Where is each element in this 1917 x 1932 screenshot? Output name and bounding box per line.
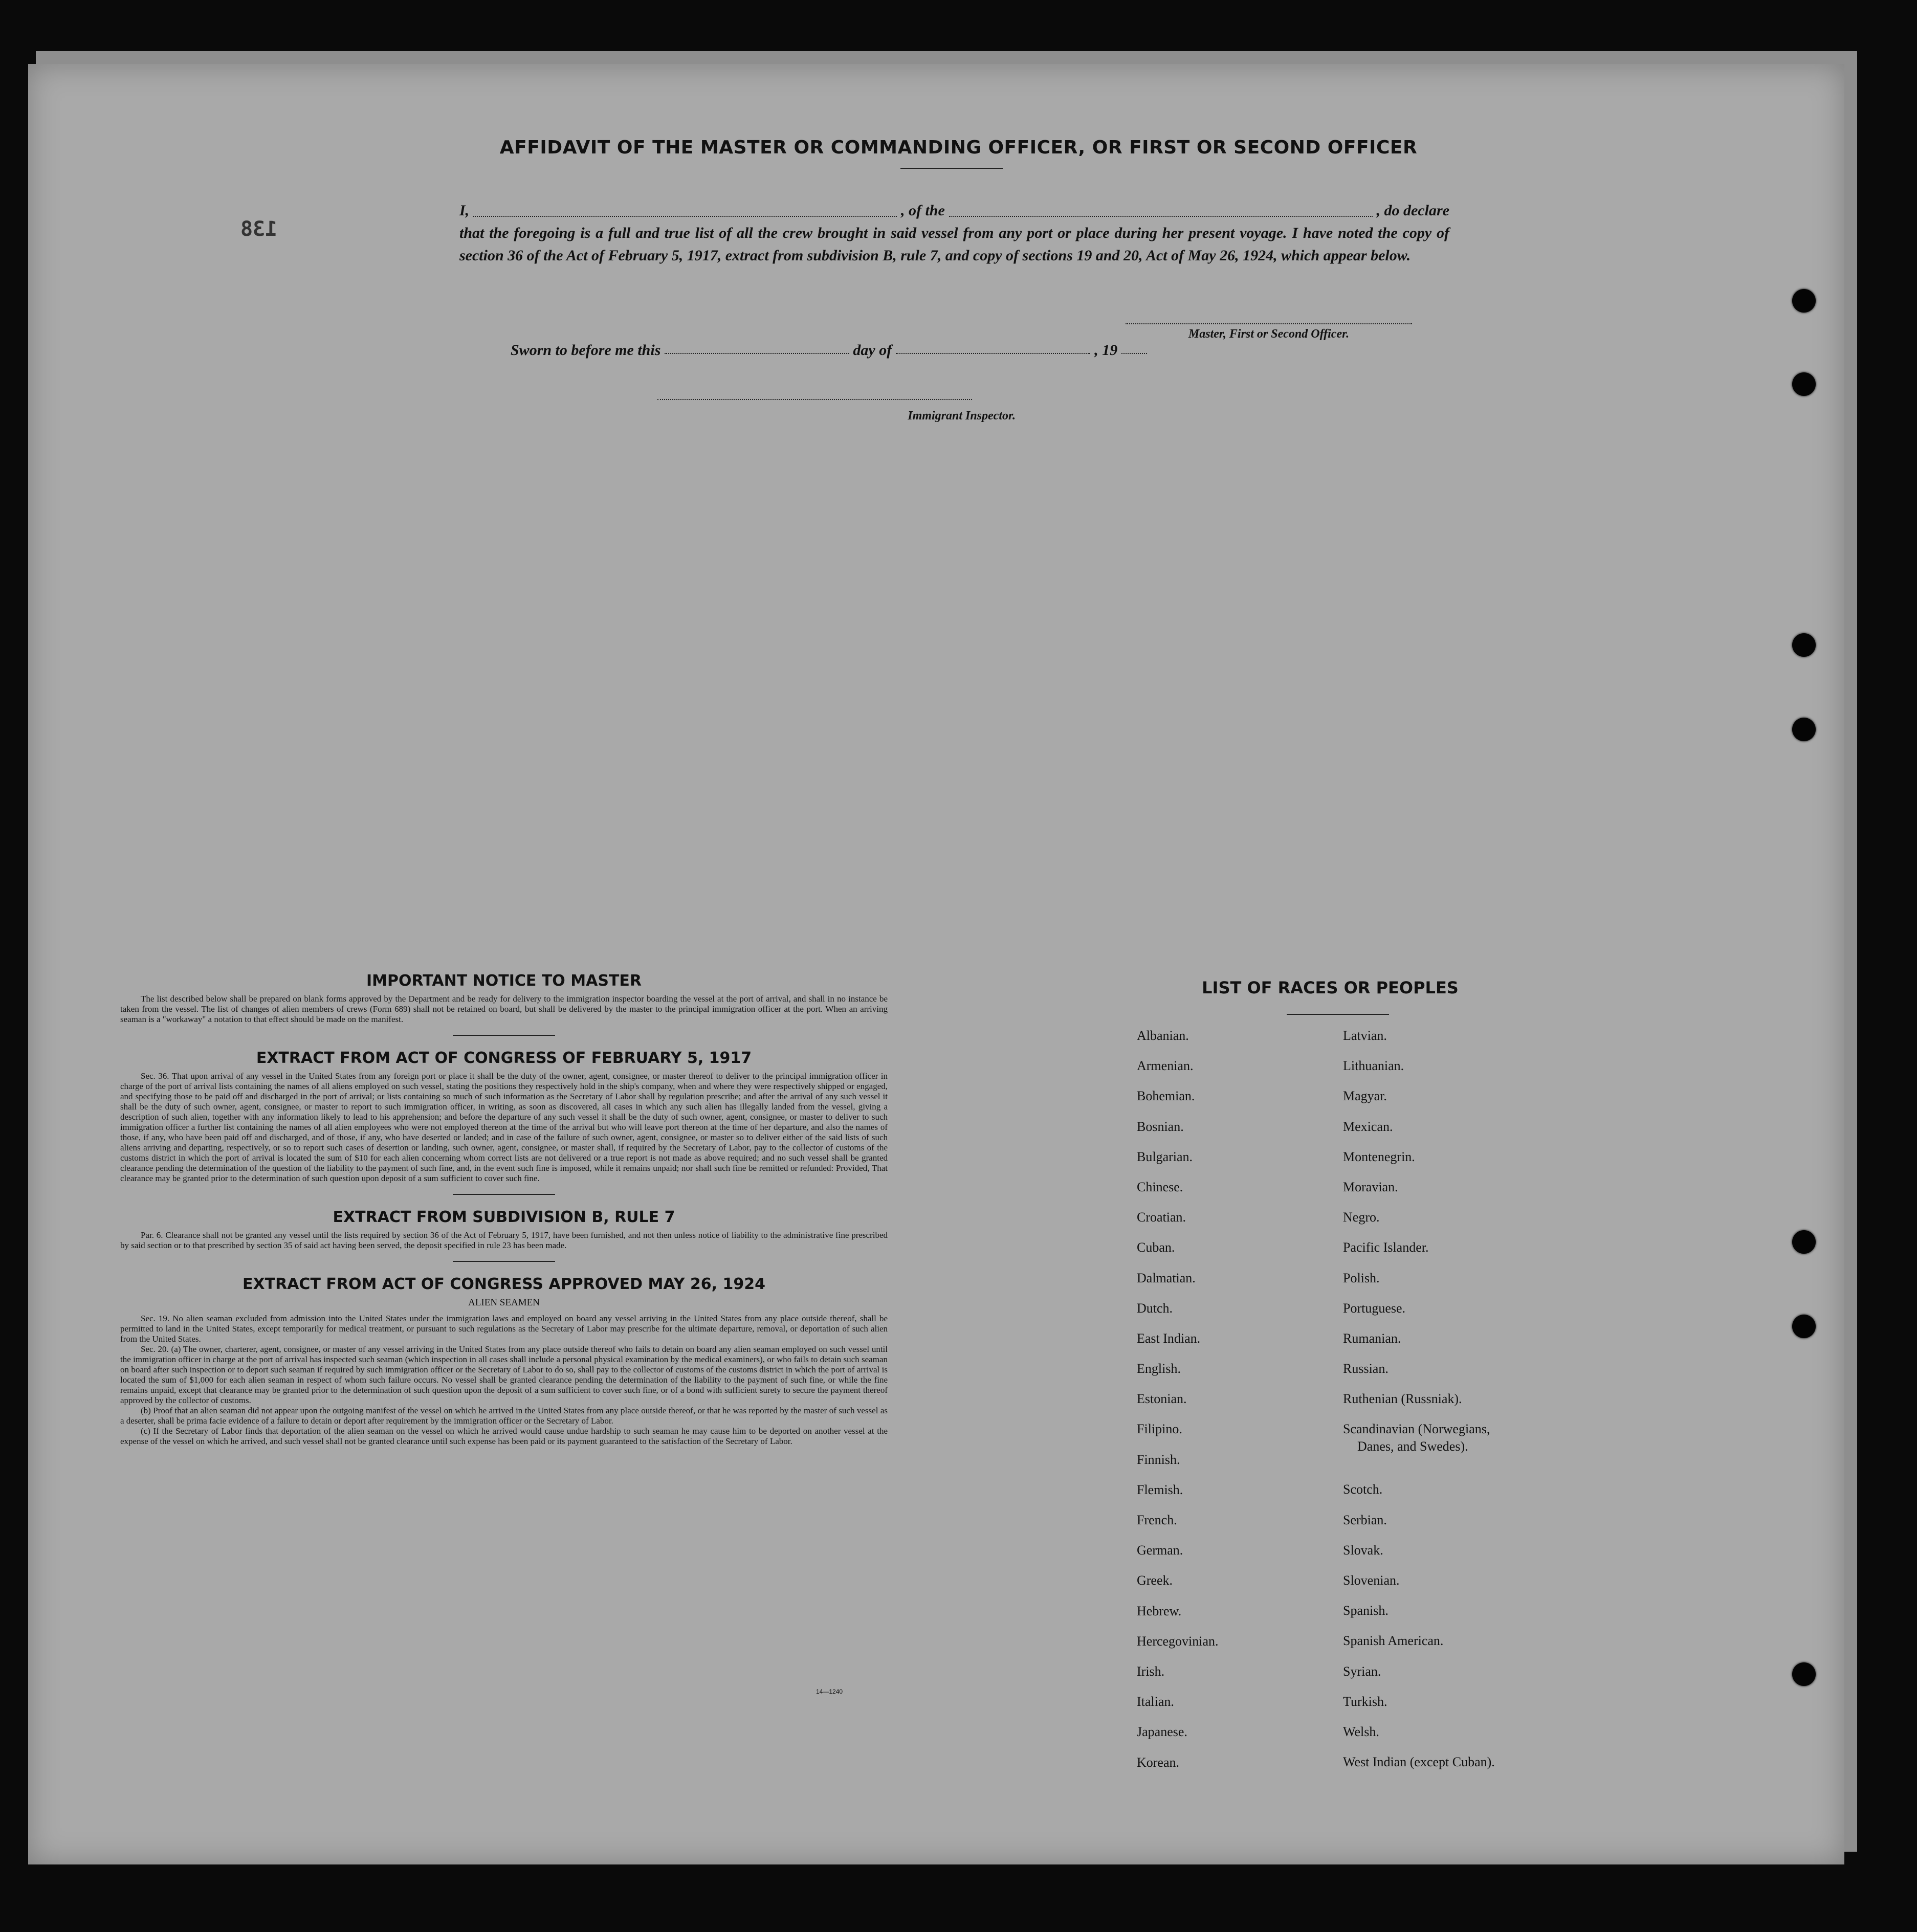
- race-item: Scandinavian (Norwegians,: [1343, 1422, 1490, 1437]
- race-item: East Indian.: [1137, 1330, 1201, 1346]
- race-item: Filipino.: [1137, 1422, 1182, 1437]
- sworn-year-blank[interactable]: [1121, 353, 1147, 354]
- sworn-prefix: Sworn to before me this: [511, 342, 661, 359]
- race-item: Spanish.: [1343, 1603, 1389, 1618]
- race-item: Rumanian.: [1343, 1330, 1401, 1346]
- act-1924-title: EXTRACT FROM ACT OF CONGRESS APPROVED MAY 26, 1924: [243, 1275, 765, 1293]
- race-item: Ruthenian (Russniak).: [1343, 1391, 1462, 1407]
- affidavit-body: [459, 199, 1449, 267]
- punch-hole: [1792, 289, 1816, 313]
- sec-20a: Sec. 20. (a) The owner, charterer, agent, consignee, or master of any vessel arriving in the United States from any place outside thereof who fails to detain on board any alien seaman employed on such vessel until the immigration officer in charge at the port of arrival has inspected such seaman (which inspection in all cases shall include a personal physical examination by the medical examiners), or who fails to detain such seaman on board after such inspection or to deport such seaman if required by such immigration officer or the Secretary of Labor to do so, shall pay to the collector of customs of the customs district in which the port of arrival is located the sum of $1,000 for each alien seaman in respect of whom such failure occurs. No vessel shall be granted clearance pending the determination of the liability to the payment of such fine, or while the fine remains unpaid, except that clearance may be granted prior to the determination of such question upon the deposit of a sum sufficient to cover such fine, or of a bond with sufficient surety to secure the payment thereof approved by the collector of customs.: [120, 1344, 888, 1405]
- race-item: German.: [1137, 1543, 1183, 1558]
- race-item: Slovak.: [1343, 1542, 1383, 1558]
- race-item: Latvian.: [1343, 1028, 1387, 1043]
- race-item: Mexican.: [1343, 1119, 1393, 1134]
- affidavit-title: AFFIDAVIT OF THE MASTER OR COMMANDING OFFICER, OR FIRST OR SECOND OFFICER: [499, 137, 1418, 158]
- race-item: Montenegrin.: [1343, 1149, 1415, 1164]
- race-item: Armenian.: [1137, 1058, 1194, 1074]
- rule-7-title: EXTRACT FROM SUBDIVISION B, RULE 7: [333, 1208, 675, 1226]
- sec-20c: (c) If the Secretary of Labor finds that deportation of the alien seaman on the vessel on which he arrived would cause undue hardship to such seaman he may cause him to be deported on another vessel at the expense of the vessel on which he arrived, and such vessel shall not be granted clearance until such expense has been paid or its payment guaranteed to the satisfaction of the Secretary of Labor.: [120, 1426, 888, 1446]
- act-1917-title: EXTRACT FROM ACT OF CONGRESS OF FEBRUARY 5, 1917: [256, 1049, 752, 1067]
- race-item: English.: [1137, 1361, 1181, 1376]
- race-item: Estonian.: [1137, 1391, 1187, 1407]
- race-item: Dutch.: [1137, 1300, 1173, 1316]
- race-item: Welsh.: [1343, 1724, 1379, 1739]
- sec-20b: (b) Proof that an alien seaman did not appear upon the outgoing manifest of the vessel on which he arrived in the United States from any place outside thereof, or that he was reported by the master of such vessel as a deserter, shall be prima facie evidence of a failure to detain or deport after requirement by the immigration officer or the Secretary of Labor.: [120, 1406, 888, 1426]
- race-item: Albanian.: [1137, 1028, 1189, 1043]
- divider: [453, 1035, 555, 1036]
- signature-line[interactable]: [1126, 323, 1412, 324]
- act-1924-subtitle: ALIEN SEAMEN: [468, 1297, 540, 1308]
- legal-notices: [120, 972, 888, 1447]
- inspector-signature-line[interactable]: [657, 399, 972, 400]
- form-code: 14—1240: [816, 1688, 843, 1695]
- affidavit-do-declare: , do declare: [1376, 202, 1450, 219]
- race-item: Syrian.: [1343, 1663, 1381, 1679]
- race-item: Italian.: [1137, 1694, 1174, 1709]
- notice-title: IMPORTANT NOTICE TO MASTER: [366, 972, 642, 990]
- sworn-day-of: day of: [853, 342, 892, 359]
- race-item: Portuguese.: [1343, 1300, 1406, 1316]
- rule-7-text: Par. 6. Clearance shall not be granted any vessel until the lists required by section 36 of the Act of February 5, 1917, have been furnished, and not then unless notice of liability to the administrative fine prescribed by said section or to that prescribed by section 35 of said act having been served, the deposit specified in rule 23 has been made.: [120, 1230, 888, 1250]
- race-item: Finnish.: [1137, 1452, 1180, 1467]
- race-item: Chinese.: [1137, 1179, 1183, 1194]
- act-1924-text: [120, 1314, 888, 1447]
- sec-19: Sec. 19. No alien seaman excluded from admission into the United States under the immigration laws and employed on board any vessel arriving in the United States from any place outside thereof, shall be permitted to land in the United States, except temporarily for medical treatment, or pursuant to such regulations as the Secretary of Labor may prescribe for the ultimate departure, removal, or deportation of such alien from the United States.: [120, 1314, 888, 1344]
- race-item: Hebrew.: [1137, 1603, 1182, 1618]
- punch-hole: [1792, 718, 1816, 741]
- race-item: Spanish American.: [1343, 1633, 1444, 1649]
- stamp-number: 138: [240, 217, 278, 241]
- race-item: Korean.: [1137, 1755, 1180, 1770]
- notice-text: The list described below shall be prepared on blank forms approved by the Department and be ready for delivery to the immigration inspector boarding the vessel at the port of arrival, and shall in no instance be taken from the vessel. The list of changes of alien members of crews (Form 689) shall not be retained on board, but shall be delivered by the master to the principal immigration officer at the port. When an arriving seaman is a "workaway" a notation to that effect should be made on the manifest.: [120, 994, 888, 1024]
- race-item: Bulgarian.: [1137, 1149, 1193, 1164]
- races-left-column: [1137, 1028, 1219, 1785]
- race-item: Moravian.: [1343, 1179, 1398, 1194]
- divider: [453, 1194, 555, 1195]
- races-underline: [1287, 1014, 1389, 1015]
- race-item: Hercegovinian.: [1137, 1633, 1219, 1649]
- sworn-year: , 19: [1094, 342, 1118, 359]
- race-item: Bosnian.: [1137, 1119, 1184, 1134]
- sworn-month-blank[interactable]: [896, 353, 1090, 354]
- punch-hole: [1792, 1662, 1816, 1686]
- race-item: Flemish.: [1137, 1482, 1183, 1497]
- signature-label: Master, First or Second Officer.: [1188, 327, 1350, 341]
- sworn-line: [511, 342, 1227, 359]
- race-item: Scotch.: [1343, 1482, 1383, 1497]
- vessel-blank[interactable]: [949, 199, 1373, 217]
- race-item: Dalmatian.: [1137, 1270, 1196, 1285]
- races-title: LIST OF RACES OR PEOPLES: [1202, 978, 1459, 997]
- divider: [453, 1261, 555, 1262]
- sworn-date-blank[interactable]: [665, 353, 849, 354]
- race-item: Japanese.: [1137, 1724, 1187, 1740]
- race-item: Magyar.: [1343, 1089, 1387, 1104]
- race-item: West Indian (except Cuban).: [1343, 1755, 1495, 1770]
- affidavit-of-the: , of the: [900, 202, 945, 219]
- race-item: Croatian.: [1137, 1210, 1186, 1225]
- race-item: Russian.: [1343, 1361, 1389, 1376]
- race-item: Bohemian.: [1137, 1089, 1195, 1104]
- title-underline: [900, 168, 1003, 169]
- race-item: Negro.: [1343, 1210, 1380, 1225]
- race-item: Serbian.: [1343, 1512, 1387, 1527]
- race-item: Polish.: [1343, 1270, 1380, 1285]
- race-item: Greek.: [1137, 1573, 1173, 1588]
- affidavit-declare-line: [459, 199, 1449, 222]
- punch-hole: [1792, 1230, 1816, 1254]
- race-item: Cuban.: [1137, 1240, 1175, 1255]
- race-item: French.: [1137, 1513, 1177, 1527]
- race-item: Irish.: [1137, 1663, 1165, 1679]
- punch-hole: [1792, 633, 1816, 657]
- document-page: [28, 64, 1844, 1864]
- bleed-through: [28, 64, 1844, 1864]
- punch-hole: [1792, 1315, 1816, 1338]
- act-1917-text: Sec. 36. That upon arrival of any vessel in the United States from any foreign port or place it shall be the duty of the owner, agent, consignee, or master thereof to deliver to the principal immigration officer in charge of the port of arrival lists containing the names of all aliens employed on such vessel, stating the positions they respectively hold in the ship's company, when and where they were respectively shipped or engaged, and specifying those to be paid off and discharged in the port of arrival; or lists containing so much of such information as the Secretary of Labor shall by regulation prescribe; and after the arrival of any such vessel it shall be the duty of such owner, agent, consignee, or master to report to such immigration officer, in writing, as soon as discovered, all cases in which any such alien has illegally landed from the vessel, giving a description of such alien, together with any information likely to lead to his apprehension; and before the departure of any such vessel it shall be the duty of such owner, agent, consignee, or master to deliver to such immigration officer a further list containing the names of all alien employees who were not employed thereon at the time of the arrival but who will leave port thereon at the time of her departure, and also the names of those, if any, who have been paid off and discharged, and of those, if any, who have deserted or landed; and in case of the failure of such owner, agent, consignee, or master so to deliver either of the said lists of such aliens arriving and departing, respectively, or so to report such cases of desertion or landing, such owner, agent, consignee, or master shall, if required by the Secretary of Labor, pay to the collector of customs of the customs district in which the port of arrival is located the sum of $10 for each alien concerning whom correct lists are not delivered or a true report is not made as above required; and no such vessel shall be granted clearance pending the determination of the question of the liability to the payment of such fine, and, in the event such fine is imposed, while it remains unpaid; nor shall such fine be remitted or refunded: Provided, That clearance may be granted prior to the determination of such question upon deposit of a sum sufficient to cover such fine.: [120, 1071, 888, 1183]
- races-right-column: [1343, 1028, 1495, 1785]
- affidavit-i: I,: [459, 202, 470, 219]
- race-item: Pacific Islander.: [1343, 1240, 1429, 1255]
- race-item: Slovenian.: [1343, 1573, 1400, 1588]
- race-item: Lithuanian.: [1343, 1058, 1404, 1074]
- name-blank[interactable]: [473, 199, 897, 217]
- race-item: Danes, and Swedes).: [1357, 1439, 1468, 1454]
- race-item: Turkish.: [1343, 1694, 1387, 1709]
- affidavit-statement: that the foregoing is a full and true list of all the crew brought in said vessel from any port or place during her present voyage. I have noted the copy of section 36 of the Act of February 5, 1917, extract from subdivision B, rule 7, and copy of sections 19 and 20, Act of May 26, 1924, which appear below.: [459, 225, 1449, 264]
- punch-hole: [1792, 372, 1816, 396]
- inspector-label: Immigrant Inspector.: [908, 409, 1016, 423]
